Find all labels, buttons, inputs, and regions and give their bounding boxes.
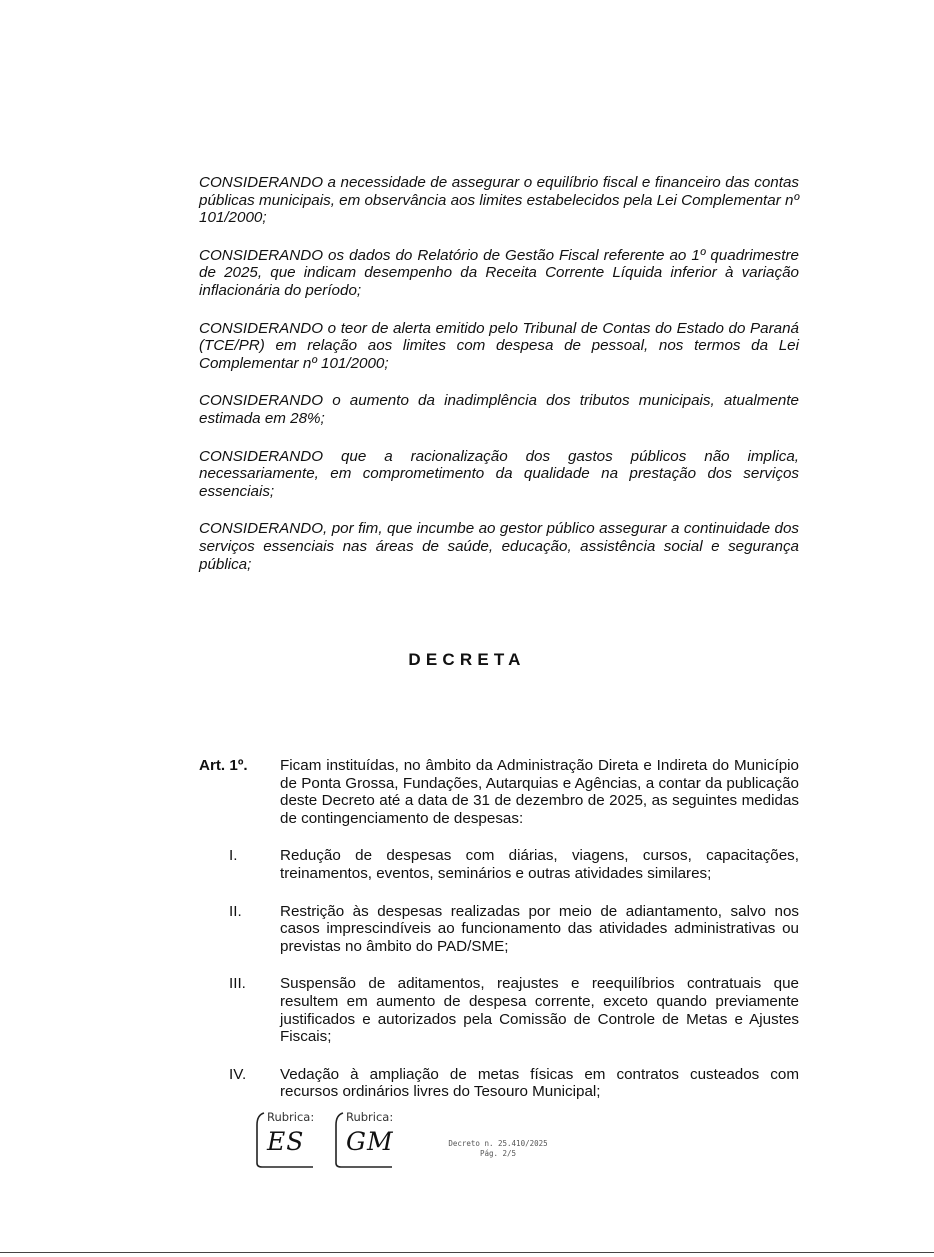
rubrica-label: Rubrica: (346, 1110, 394, 1124)
item-number: III. (229, 975, 246, 993)
rubrica-signature: GM (346, 1127, 394, 1156)
considerando-paragraph: CONSIDERANDO a necessidade de assegurar o equilíbrio fiscal e financeiro das contas públicas municipais, em observância aos limites estabelecidos pela Lei Complementar nº 101/2000; (199, 174, 799, 227)
considerando-paragraph: CONSIDERANDO, por fim, que incumbe ao gestor público assegurar a continuidade dos serviços essenciais nas áreas de saúde, educação, assistência social e segurança pública; (199, 520, 799, 573)
item-text: Suspensão de aditamentos, reajustes e reequilíbrios contratuais que resultem em aumento de despesa corrente, exceto quando previamente justificados e autorizados pela Comissão de Controle de Metas e Ajustes Fiscais; (280, 975, 799, 1046)
rubrica-signature: ES (267, 1127, 305, 1156)
article-header (199, 757, 799, 827)
article-items (199, 847, 799, 1101)
item-text: Restrição às despesas realizadas por meio de adiantamento, salvo nos casos imprescindíveis ao funcionamento das atividades administrativas ou previstas no âmbito do PAD/SME; (280, 902, 799, 955)
considerando-paragraph: CONSIDERANDO que a racionalização dos gastos públicos não implica, necessariamente, em comprometimento da qualidade na prestação dos serviços essenciais; (199, 447, 799, 500)
rubrica-label: Rubrica: (267, 1110, 315, 1124)
article-text: Ficam instituídas, no âmbito da Administração Direta e Indireta do Município de Ponta Grossa, Fundações, Autarquias e Agências, a contar da publicação deste Decreto até a data de 31 de dezembro de 2025, as seguintes medidas de contingenciamento de despesas: (280, 757, 799, 827)
article-1 (199, 757, 799, 1121)
decreta-heading: DECRETA (408, 650, 526, 669)
item-number: II. (229, 902, 242, 920)
considerandos-section (199, 174, 799, 593)
item-number: I. (229, 847, 238, 865)
list-item (199, 847, 799, 882)
footer-reference (430, 1139, 566, 1159)
page-bottom-divider (0, 1252, 934, 1253)
considerando-paragraph: CONSIDERANDO o teor de alerta emitido pelo Tribunal de Contas do Estado do Paraná (TCE/PR) em relação aos limites com despesa de pessoal, nos termos da Lei Complementar nº 101/2000; (199, 319, 799, 372)
list-item (199, 975, 799, 1045)
item-number: IV. (229, 1065, 247, 1083)
considerando-paragraph: CONSIDERANDO os dados do Relatório de Gestão Fiscal referente ao 1º quadrimestre de 2025, que indicam desempenho da Receita Corrente Líquida inferior à variação inflacionária do período; (199, 246, 799, 299)
considerando-paragraph: CONSIDERANDO o aumento da inadimplência dos tributos municipais, atualmente estimada em 28%; (199, 392, 799, 427)
page-number: Pág. 2/5 (479, 1149, 517, 1158)
item-text: Vedação à ampliação de metas físicas em contratos custeados com recursos ordinários livres do Tesouro Municipal; (280, 1065, 799, 1101)
list-item (199, 1066, 799, 1101)
rubrica-box-2 (334, 1111, 400, 1169)
rubrica-box-1 (255, 1111, 321, 1169)
article-label: Art. 1º. (199, 757, 248, 774)
list-item (199, 903, 799, 956)
decree-number: Decreto n. 25.410/2025 (448, 1139, 548, 1148)
item-text: Redução de despesas com diárias, viagens, cursos, capacitações, treinamentos, eventos, seminários e outras atividades similares; (280, 847, 799, 882)
